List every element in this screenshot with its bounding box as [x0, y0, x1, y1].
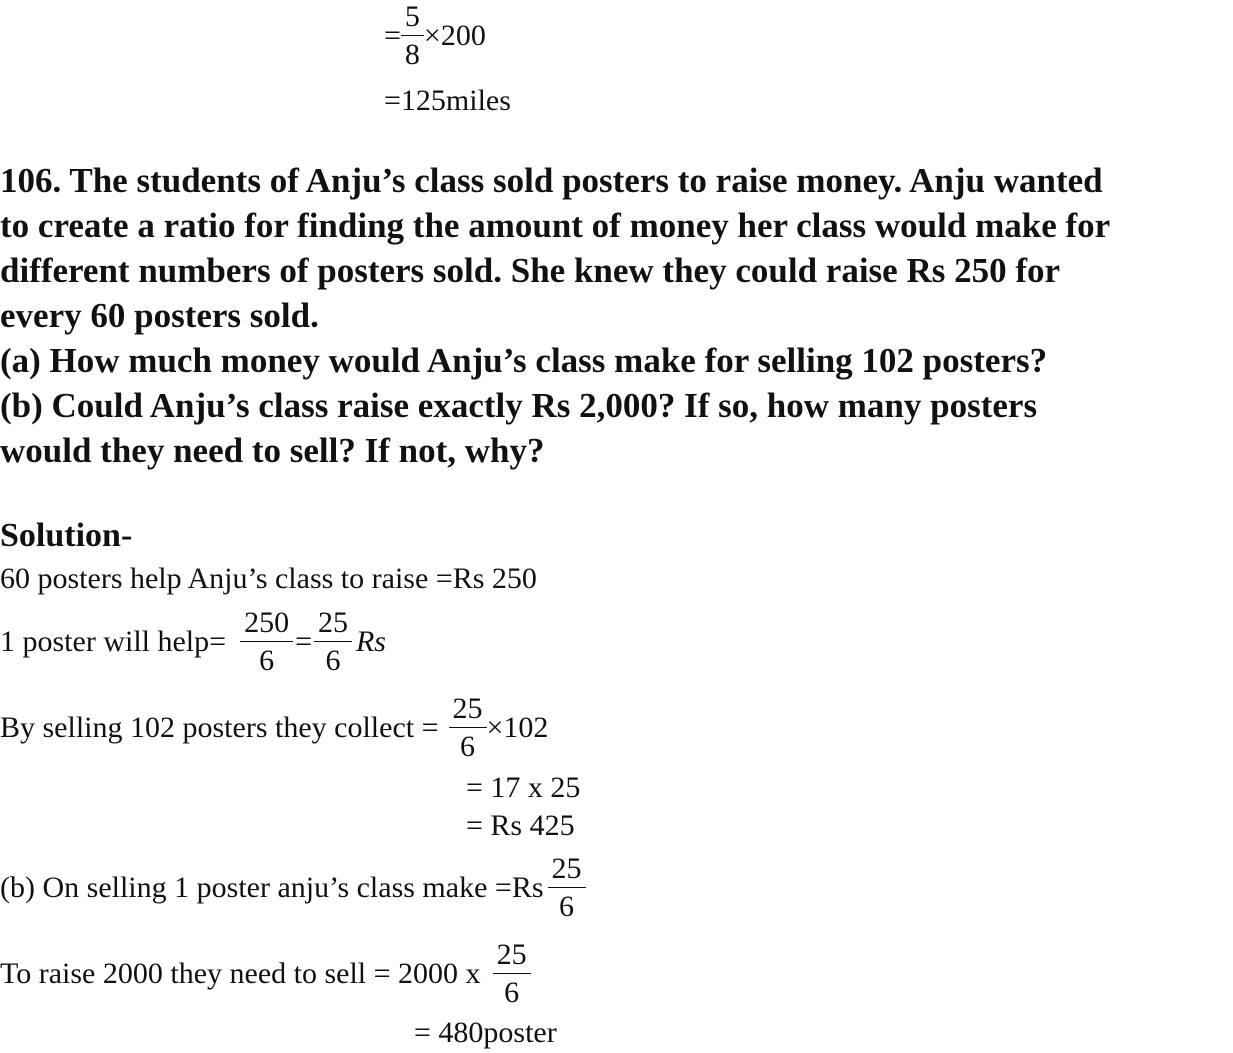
currency-unit: Rs — [355, 625, 386, 658]
prev-calc-multiplier: ×200 — [423, 19, 486, 52]
question-part-b-line-1: (b) Could Anju’s class raise exactly Rs 2,000? If so, how many posters — [0, 386, 1038, 425]
equals-sign: = — [295, 625, 312, 658]
solution-heading: Solution- — [0, 517, 133, 554]
fraction-numerator: 25 — [496, 938, 527, 971]
fraction-denominator: 6 — [504, 976, 520, 1009]
question-stem-line-1: 106. The students of Anju’s class sold posters to raise money. Anju wanted — [0, 161, 1103, 200]
question-106 — [0, 158, 1233, 473]
fraction-25-over-6 — [314, 608, 352, 676]
fraction-denominator: 6 — [559, 890, 575, 923]
fraction-numerator: 5 — [404, 0, 420, 33]
fraction-250-over-6 — [240, 608, 293, 676]
question-stem-line-2: to create a ratio for finding the amount of money her class would make for — [0, 206, 1111, 245]
solution-line-8: = 480poster — [414, 1016, 557, 1049]
solution-line-4: = 17 x 25 — [466, 771, 581, 804]
fraction-denominator: 6 — [460, 730, 476, 763]
fraction-25-over-6 — [548, 854, 586, 922]
fraction-numerator: 25 — [317, 606, 348, 639]
solution-line-6 — [0, 846, 586, 930]
solution-line-3 — [0, 686, 548, 770]
prev-calc-line-1 — [384, 0, 486, 72]
solution-line-3-multiplier: ×102 — [486, 711, 549, 744]
fraction-numerator: 25 — [551, 852, 582, 885]
prev-calc-equals: = — [384, 19, 401, 52]
solution-line-7-prefix: To raise 2000 they need to sell = 2000 x — [0, 957, 481, 990]
question-stem-line-3: different numbers of posters sold. She knew they could raise Rs 250 for — [0, 251, 1061, 290]
prev-calc-fraction — [401, 2, 424, 70]
fraction-denominator: 6 — [259, 644, 275, 677]
solution-line-6-prefix: (b) On selling 1 poster anju’s class make =Rs — [0, 871, 544, 904]
solution-line-1: 60 posters help Anju’s class to raise =Rs 250 — [0, 562, 537, 595]
solution-line-5: = Rs 425 — [466, 809, 575, 842]
solution-line-7 — [0, 932, 531, 1016]
fraction-denominator: 8 — [404, 38, 420, 71]
question-part-b-line-2: would they need to sell? If not, why? — [0, 431, 545, 470]
fraction-25-over-6 — [493, 940, 531, 1008]
solution-line-2 — [0, 600, 386, 684]
solution-line-3-prefix: By selling 102 posters they collect = — [0, 711, 439, 744]
question-stem-line-4: every 60 posters sold. — [0, 296, 319, 335]
fraction-numerator: 25 — [452, 692, 483, 725]
prev-calc-line-2: =125miles — [384, 84, 511, 117]
fraction-25-over-6 — [449, 694, 487, 762]
solution-line-2-prefix: 1 poster will help= — [0, 625, 227, 658]
fraction-denominator: 6 — [325, 644, 341, 677]
question-part-a: (a) How much money would Anju’s class make for selling 102 posters? — [0, 341, 1048, 380]
fraction-numerator: 250 — [244, 606, 290, 639]
